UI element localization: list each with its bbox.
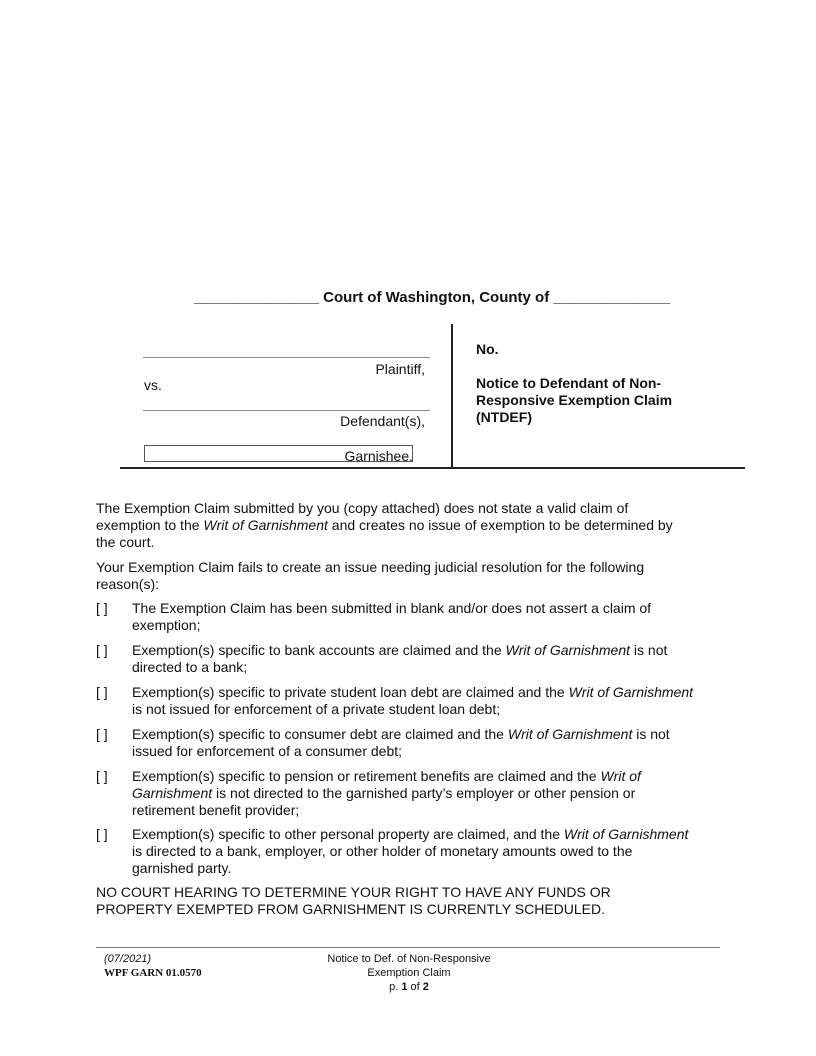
- form-title-line-3: (NTDEF): [476, 409, 532, 425]
- court-prefix-blank[interactable]: _______________: [193, 289, 319, 306]
- intro-line-1: The Exemption Claim submitted by you (copy attached) does not state a valid claim of: [96, 500, 629, 516]
- vs-label: vs.: [144, 377, 162, 393]
- footer-rule: [96, 947, 720, 948]
- intro-line-3: the court.: [96, 534, 155, 550]
- form-title-line-2: Responsive Exemption Claim: [476, 392, 673, 408]
- reason-text: Exemption(s) specific to bank accounts are claimed and the Writ of Garnishment is not directed to a bank;: [132, 642, 668, 675]
- footer-page-number: p. 1 of 2: [389, 981, 429, 993]
- hearing-notice-line-1: NO COURT HEARING TO DETERMINE YOUR RIGHT TO HAVE ANY FUNDS OR: [96, 884, 611, 900]
- caption-bottom-rule: [120, 467, 745, 469]
- case-number-label: No.: [476, 341, 499, 357]
- reason-checkbox[interactable]: [ ]: [96, 684, 108, 700]
- intro-paragraph: [96, 500, 724, 551]
- reason-checkbox[interactable]: [ ]: [96, 826, 108, 842]
- reasons-intro-line-1: Your Exemption Claim fails to create an issue needing judicial resolution for the following: [96, 559, 645, 575]
- reason-checkbox[interactable]: [ ]: [96, 642, 108, 658]
- intro-line-2: exemption to the Writ of Garnishment and creates no issue of exemption to be determined by: [96, 517, 673, 533]
- reason-checkbox[interactable]: [ ]: [96, 768, 108, 784]
- caption-divider: [451, 324, 453, 468]
- reason-blank-claim: [96, 600, 728, 634]
- reason-text: Exemption(s) specific to consumer debt are claimed and the Writ of Garnishment is not issued for enforcement of a consumer debt;: [132, 726, 670, 759]
- footer-title-line-2: Exemption Claim: [367, 967, 451, 979]
- reason-pension-retirement: [96, 768, 728, 819]
- hearing-notice-line-2: PROPERTY EXEMPTED FROM GARNISHMENT IS CURRENTLY SCHEDULED.: [96, 901, 606, 917]
- reason-student-loan: [96, 684, 728, 718]
- reason-checkbox[interactable]: [ ]: [96, 726, 108, 742]
- footer-title: [309, 952, 509, 994]
- defendant-label: Defendant(s),: [340, 413, 425, 429]
- footer-form-number: WPF GARN 01.0570: [104, 967, 202, 979]
- reason-checkbox[interactable]: [ ]: [96, 600, 108, 616]
- reason-bank-accounts: [96, 642, 728, 676]
- form-title: [476, 375, 672, 426]
- footer-revision: (07/2021): [104, 953, 152, 965]
- reason-other-property: [96, 826, 728, 877]
- garnishee-label: Garnishee.: [344, 448, 413, 464]
- reasons-intro-line-2: reason(s):: [96, 576, 160, 592]
- plaintiff-line[interactable]: [143, 357, 430, 358]
- reason-text: Exemption(s) specific to pension or retirement benefits are claimed and the Writ of Garnishment is not directed to the garnished party’s employer or other pension or retirement benefit provider;: [132, 768, 641, 818]
- court-title-text: Court of Washington, County of: [323, 289, 550, 306]
- footer-form-info: [104, 952, 202, 980]
- reason-consumer-debt: [96, 726, 728, 760]
- reasons-intro-paragraph: [96, 559, 724, 593]
- defendant-line[interactable]: [143, 410, 430, 411]
- county-blank[interactable]: ______________: [553, 289, 671, 306]
- court-title: [120, 289, 744, 306]
- reason-text: The Exemption Claim has been submitted in blank and/or does not assert a claim of exemption;: [132, 600, 652, 633]
- form-title-line-1: Notice to Defendant of Non-: [476, 375, 662, 391]
- plaintiff-label: Plaintiff,: [375, 361, 425, 377]
- footer-title-line-1: Notice to Def. of Non-Responsive: [327, 953, 491, 965]
- hearing-notice: [96, 884, 724, 918]
- reason-text: Exemption(s) specific to other personal property are claimed, and the Writ of Garnishment is directed to a bank, employer, or other holder of monetary amounts owed to the garnished party.: [132, 826, 689, 876]
- reason-text: Exemption(s) specific to private student loan debt are claimed and the Writ of Garnishment is not issued for enforcement of a private student loan debt;: [132, 684, 694, 717]
